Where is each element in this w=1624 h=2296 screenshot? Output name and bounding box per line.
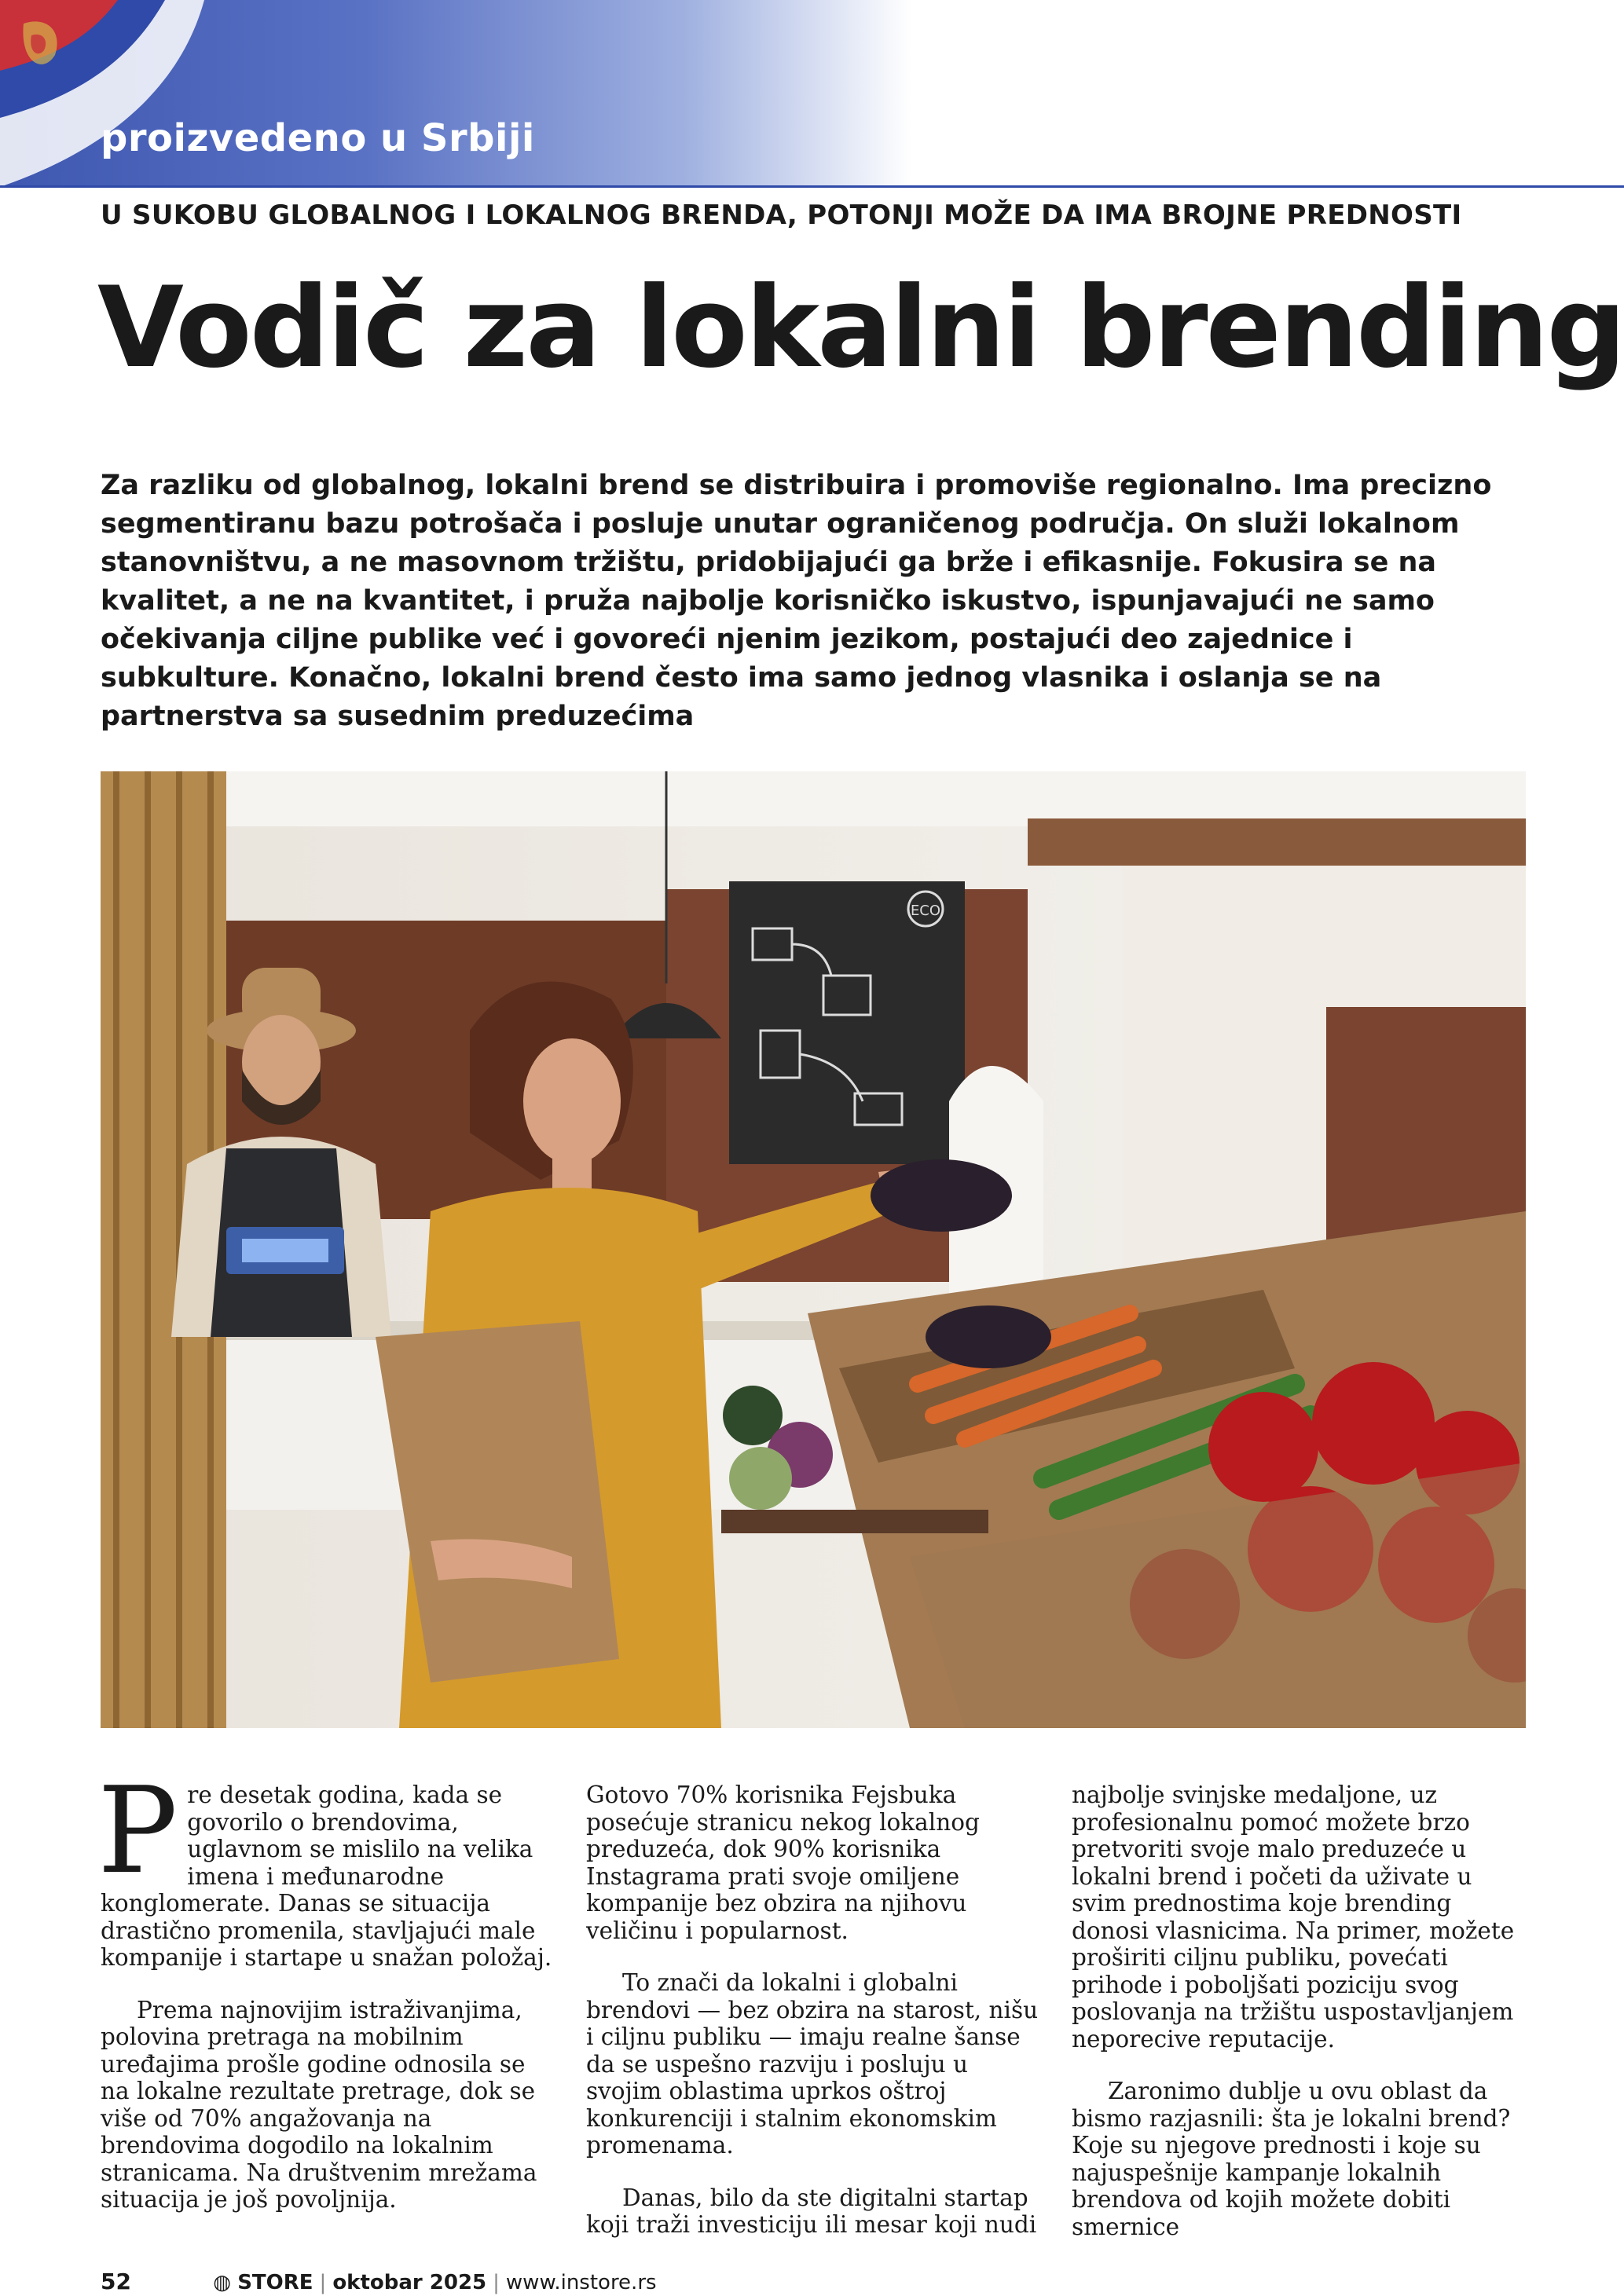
body-paragraph: Prema najnovijim istraživanjima, polovina pretraga na mobilnim uređajima prošle godine odnosila se na lokalne rezultate pretrage, dok se više od 70% angažovanja na brendovima dogodilo na lokalnim stranicama. Na društvenim mrežama situacija je još povoljnija. [101, 1996, 537, 2213]
brand-logo-icon: ◍ [213, 2271, 238, 2294]
header-rule [0, 185, 1624, 188]
body-paragraph: Pre desetak godina, kada se govorilo o brendovima, uglavnom se mislilo na velika imena i međunarodne konglomerate. Danas se situacija drastično promenila, stavljajući male kompanije i startape u snažan položaj. [97, 1761, 552, 1971]
issue-date: oktobar 2025 [332, 2271, 487, 2294]
website-link[interactable]: www.instore.rs [505, 2271, 657, 2294]
page-footer [101, 2269, 657, 2294]
article-photo [101, 771, 1526, 1728]
body-column-1 [97, 1761, 556, 2239]
page-number: 52 [101, 2269, 131, 2294]
body-paragraph: To znači da lokalni i globalni brendovi — bez obzira na starost, nišu i ciljnu publiku — imaju realne šanse da se uspešno razviju i posluju u svojim oblastima uprkos oštroj konkurenciji i stalnim ekonomskim promenama. [586, 1969, 1039, 2159]
body-paragraph: Zaronimo dublje u ovu oblast da bismo razjasnili: šta je lokalni brend? Koje su njegove prednosti i koje su najuspešnije kampanje lokalnih brendova od kojih možete dobiti smernice [1072, 2078, 1511, 2240]
svg-text:ECO: ECO [910, 903, 941, 919]
body-paragraph: Gotovo 70% korisnika Fejsbuka posećuje stranicu nekog lokalnog preduzeća, dok 90% korisnika Instagrama prati svoje omiljene kompanije bez obzira na njihovu veličinu i popularnost. [586, 1782, 980, 1944]
section-label: proizvedeno u Srbiji [101, 116, 535, 160]
drop-cap: P [97, 1761, 178, 1900]
body-paragraph: najbolje svinjske medaljone, uz profesionalnu pomoć možete brzo pretvoriti svoje malo preduzeće u lokalni brend i početi da uživate u svim prednostima koje brending donosi vlasnicima. Na primer, možete proširiti ciljnu publiku, povećati prihode i poboljšati poziciju svog poslovanja na tržištu uspostavljanjem neporecive reputacije. [1072, 1782, 1515, 2052]
chalkboard [729, 881, 965, 1164]
body-column-2 [586, 1782, 1042, 2264]
footer-separator: | [493, 2271, 500, 2294]
article-title: Vodič za lokalni brending [97, 263, 1624, 393]
article-kicker: U SUKOBU GLOBALNOG I LOKALNOG BRENDA, POTONJI MOŽE DA IMA BROJNE PREDNOSTI [101, 200, 1462, 231]
footer-separator: | [319, 2271, 327, 2294]
brand-name: STORE [237, 2271, 313, 2294]
body-paragraph: Danas, bilo da ste digitalni startap koji traži investiciju ili mesar koji nudi [586, 2184, 1037, 2238]
body-column-3 [1072, 1782, 1527, 2265]
article-lead: Za razliku od globalnog, lokalni brend se distribuira i promoviše regionalno. Ima precizno segmentiranu bazu potrošača i posluje unutar ograničenog područja. On služi lokalnom stanovništvu, a ne masovnom tržištu, pridobijajući ga brže i efikasnije. Fokusira se na kvalitet, a ne na kvantitet, i pruža najbolje korisničko iskustvo, ispunjavajući ne samo očekivanja ciljne publike već i govoreći njenim jezikom, postajući deo zajednice i subkulture. Konačno, lokalni brend često ima samo jednog vlasnika i oslanja se na partnerstva sa susednim preduzećima [101, 470, 1492, 732]
